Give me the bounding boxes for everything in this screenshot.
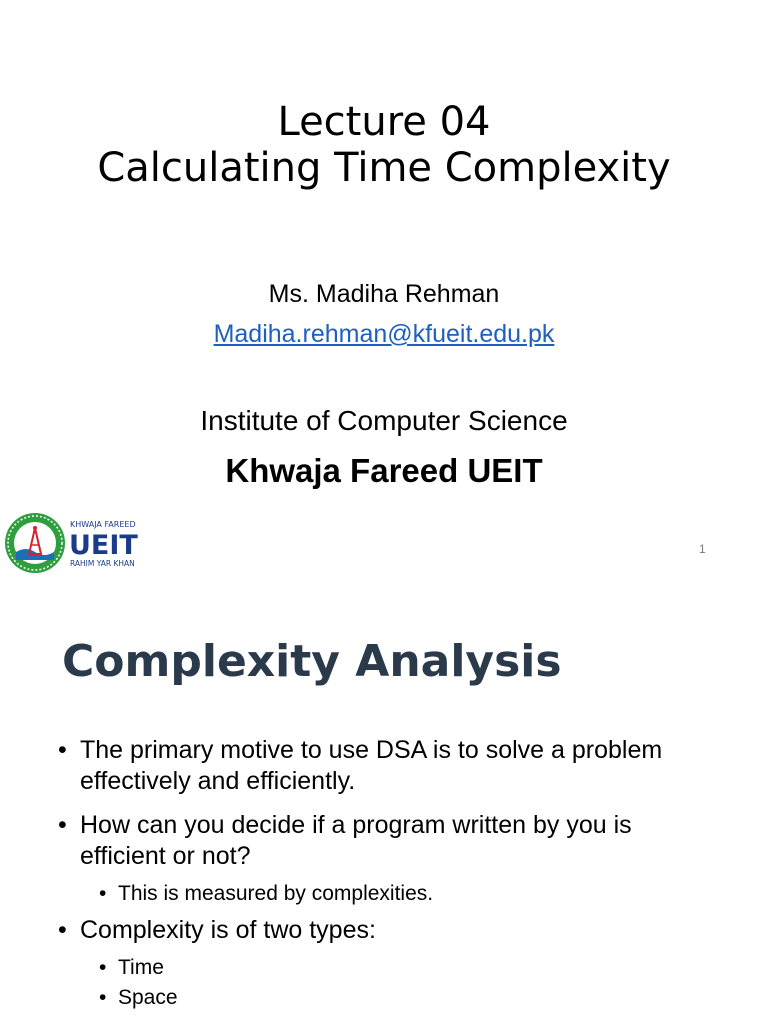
logo-bottom-text: RAHIM YAR KHAN bbox=[70, 559, 135, 568]
bullet-item: • How can you decide if a program written by you is efficient or not? bbox=[58, 810, 718, 872]
slide-2-title: Complexity Analysis bbox=[62, 636, 562, 687]
bullet-list bbox=[58, 735, 718, 1019]
slide-2 bbox=[0, 580, 768, 1024]
institute-name: Institute of Computer Science bbox=[200, 405, 568, 436]
logo-main-text: UEIT bbox=[69, 530, 138, 561]
presenter-name: Ms. Madiha Rehman bbox=[268, 280, 500, 308]
bullet-item: • Complexity is of two types: bbox=[58, 915, 718, 946]
sub-bullet-item: • This is measured by complexities. bbox=[58, 881, 718, 907]
slide-1-title bbox=[0, 99, 768, 191]
bullet-item: • The primary motive to use DSA is to solve a problem effectively and efficiently. bbox=[58, 735, 718, 797]
sub-bullet-item: • Time bbox=[58, 955, 718, 981]
email-link[interactable]: Madiha.rehman@kfueit.edu.pk bbox=[213, 320, 555, 348]
ueit-logo bbox=[2, 510, 152, 576]
logo-top-text: KHWAJA FAREED bbox=[70, 520, 136, 529]
sub-bullet-item: • Space bbox=[58, 985, 718, 1011]
title-line-1: Lecture 04 bbox=[277, 98, 491, 145]
university-name: Khwaja Fareed UEIT bbox=[225, 452, 543, 489]
slide-number: 1 bbox=[699, 542, 706, 556]
logo-seal-icon bbox=[5, 513, 65, 573]
title-line-2: Calculating Time Complexity bbox=[97, 144, 671, 191]
